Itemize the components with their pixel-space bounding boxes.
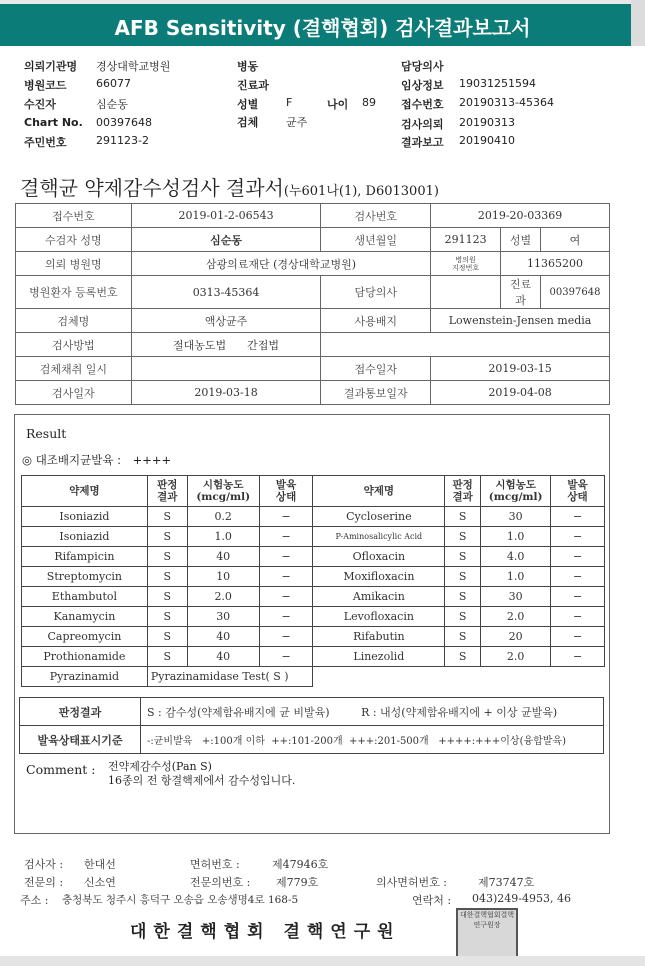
header-judge-right-1: 판정 <box>452 479 473 491</box>
table-row <box>16 228 610 252</box>
table-row <box>22 667 605 687</box>
comment-text <box>108 760 295 788</box>
drug-result: S <box>445 527 481 547</box>
hospital-value: 삼광의료재단 (경상대학교병원) <box>131 252 430 276</box>
collection-value <box>131 357 321 381</box>
reception-label: 접수번호 <box>401 98 444 111</box>
address-value: 충청북도 청주시 흥덕구 오송읍 오송생명4로 168-5 <box>62 894 299 906</box>
specimen-value: 균주 <box>286 116 308 129</box>
ward-label: 병동 <box>237 60 259 73</box>
drug-growth: − <box>259 527 313 547</box>
pza-drug: Pyrazinamid <box>22 667 148 687</box>
drug-conc: 2.0 <box>481 607 551 627</box>
drug-conc: 10 <box>187 567 259 587</box>
drug-result: S <box>147 567 187 587</box>
drug-conc: 1.0 <box>481 567 551 587</box>
institution-label: 의뢰기관명 <box>24 60 78 73</box>
drug-growth: − <box>259 507 313 527</box>
drug-growth: − <box>259 587 313 607</box>
drug-name: Isoniazid <box>22 527 148 547</box>
birth-label: 생년월일 <box>321 228 431 252</box>
specialist-value: 신소연 <box>84 876 116 889</box>
report-header-title: AFB Sensitivity (결핵협회) 검사결과보고서 <box>114 16 531 40</box>
drug-result: S <box>445 587 481 607</box>
sex-value: F <box>286 96 293 109</box>
seal-text: 대한결핵협회결핵연구원장 <box>459 911 515 929</box>
specimen-label: 검체 <box>237 116 259 129</box>
drug-growth: − <box>551 567 605 587</box>
received-label: 접수일자 <box>321 357 431 381</box>
doctor-license-value: 제73747호 <box>478 876 535 889</box>
drug-name: Ethambutol <box>22 587 148 607</box>
test-no-label: 검사번호 <box>321 204 431 228</box>
drug-name: Isoniazid <box>22 507 148 527</box>
doctor-license-label: 의사면허번호 : <box>376 876 447 889</box>
legend-table <box>19 697 604 754</box>
chart-label: Chart No. <box>24 116 83 129</box>
header-growth-2: 상태 <box>275 491 297 503</box>
drug-growth: − <box>551 607 605 627</box>
drug-growth: − <box>259 607 313 627</box>
table-row <box>20 726 604 754</box>
drug-conc: 1.0 <box>481 527 551 547</box>
request-label: 검사의뢰 <box>401 118 444 131</box>
reg-no-label: 병원환자 등록번호 <box>16 276 132 309</box>
notified-value: 2019-04-08 <box>431 381 610 405</box>
license-label: 면허번호 : <box>190 858 240 871</box>
hospital-code-label: 병원코드 <box>24 79 67 92</box>
tested-value: 2019-03-18 <box>131 381 321 405</box>
drug-result: S <box>147 647 187 667</box>
table-row <box>22 527 605 547</box>
dept-value-2: 00397648 <box>540 276 609 309</box>
table-row <box>16 309 610 333</box>
drug-result: S <box>445 607 481 627</box>
request-value: 20190313 <box>459 116 515 129</box>
drug-conc: 2.0 <box>187 587 259 607</box>
examiner-value: 한대선 <box>84 858 116 871</box>
drug-growth: − <box>259 627 313 647</box>
drug-name: Rifampicin <box>22 547 148 567</box>
physician-value <box>431 276 501 309</box>
header-conc-right <box>481 476 551 507</box>
collection-label: 검체채취 일시 <box>16 357 132 381</box>
judge-s: S : 감수성(약제함유배지에 균 비발육) <box>147 705 330 719</box>
age-value: 89 <box>362 96 376 109</box>
drug-growth: − <box>551 627 605 647</box>
chart-value: 00397648 <box>96 116 152 129</box>
drug-name: Kanamycin <box>22 607 148 627</box>
drug-name: Amikacin <box>313 587 445 607</box>
drug-conc: 0.2 <box>187 507 259 527</box>
header-judge-1: 판정 <box>157 479 178 491</box>
drug-name: Prothionamide <box>22 647 148 667</box>
id-value: 291123-2 <box>96 134 149 147</box>
license-value: 제47946호 <box>272 858 329 871</box>
organization-name: 대한결핵협회 결핵연구원 <box>130 922 401 942</box>
drug-conc: 2.0 <box>481 647 551 667</box>
drug-result: S <box>445 627 481 647</box>
comment-label: Comment : <box>26 762 96 777</box>
specialist-label: 전문의 : <box>24 876 64 889</box>
notified-label: 결과통보일자 <box>321 381 431 405</box>
hospital-code-value: 66077 <box>96 77 131 90</box>
reception-value: 20190313-45364 <box>459 96 554 109</box>
method-value <box>131 333 321 357</box>
patient-value: 심순동 <box>96 98 128 111</box>
hospital-no-label-2: 지정번호 <box>452 263 480 272</box>
reg-no-value: 0313-45364 <box>131 276 321 309</box>
header-growth-right-2: 상태 <box>567 491 588 503</box>
patient-label: 수진자 <box>24 98 56 111</box>
header-conc-right-1: 시험농도 <box>495 479 536 491</box>
id-label: 주민번호 <box>24 136 67 149</box>
drug-growth: − <box>551 587 605 607</box>
header-growth <box>259 476 313 507</box>
table-row <box>22 587 605 607</box>
drug-growth: − <box>551 647 605 667</box>
drug-result: S <box>445 547 481 567</box>
drug-conc: 40 <box>187 647 259 667</box>
header-conc-2: (mcg/ml) <box>196 491 251 503</box>
sex-value-2: 여 <box>540 228 609 252</box>
drug-name: Cycloserine <box>313 507 445 527</box>
drug-growth: − <box>259 567 313 587</box>
comment-line-2: 16종의 전 항결핵제에서 감수성입니다. <box>108 774 296 787</box>
table-header-row <box>22 476 605 507</box>
table-row <box>20 698 604 726</box>
judge-r: R : 내성(약제함유배지에 + 이상 균발육) <box>361 705 558 719</box>
method-label: 검사방법 <box>16 333 132 357</box>
header-growth-right <box>551 476 605 507</box>
examiner-label: 검사자 : <box>24 858 64 871</box>
drug-result: S <box>147 607 187 627</box>
susceptibility-table <box>21 475 605 687</box>
growth-legend-values: -:균비발육 +:100개 이하 ++:101-200개 +++:201-500개 ++++:+++이상(융합발육) <box>141 726 604 754</box>
drug-result: S <box>445 647 481 667</box>
specimen-label-2: 검체명 <box>16 309 132 333</box>
hospital-no-value: 11365200 <box>501 252 610 276</box>
specimen-value-2: 액상균주 <box>131 309 321 333</box>
hospital-label: 의뢰 병원명 <box>16 252 132 276</box>
method-1: 절대농도법 <box>173 338 227 352</box>
method-blank <box>321 333 610 357</box>
header-growth-right-1: 발육 <box>567 479 588 491</box>
drug-result: S <box>147 527 187 547</box>
specialist-no-value: 제779호 <box>276 876 319 889</box>
header-growth-1: 발육 <box>275 479 297 491</box>
header-drug: 약제명 <box>22 476 148 507</box>
contact-value: 043)249-4953, 46 <box>472 892 571 905</box>
method-2: 간접법 <box>247 338 280 352</box>
examinee-value: 심순동 <box>131 228 321 252</box>
scrollbar-track[interactable] <box>631 0 645 46</box>
drug-conc: 30 <box>187 607 259 627</box>
report-title <box>20 172 439 201</box>
table-row <box>22 607 605 627</box>
judge-legend-values <box>141 698 604 726</box>
result-label: Result <box>26 426 67 441</box>
drug-name: Linezolid <box>313 647 445 667</box>
medium-label: 사용배지 <box>321 309 431 333</box>
table-row <box>16 204 610 228</box>
drug-conc: 4.0 <box>481 547 551 567</box>
table-row <box>16 381 610 405</box>
sex-label: 성별 <box>237 98 259 111</box>
drug-name: Rifabutin <box>313 627 445 647</box>
drug-conc: 30 <box>481 507 551 527</box>
report-title-text: 결핵균 약제감수성검사 결과서 <box>20 176 284 200</box>
hospital-no-label-1: 병의원 <box>455 255 476 264</box>
tested-label: 검사일자 <box>16 381 132 405</box>
table-row <box>22 567 605 587</box>
pza-blank <box>313 667 605 687</box>
test-no-value: 2019-20-03369 <box>431 204 610 228</box>
drug-result: S <box>147 587 187 607</box>
header-conc <box>187 476 259 507</box>
table-row <box>16 276 610 309</box>
table-row <box>22 627 605 647</box>
dept-label-2: 진료과 <box>501 276 541 309</box>
drug-name: Levofloxacin <box>313 607 445 627</box>
contact-label: 연락처 : <box>412 894 452 907</box>
table-row <box>16 333 610 357</box>
header-conc-right-2: (mcg/ml) <box>488 491 543 503</box>
table-row <box>22 507 605 527</box>
clinical-value: 19031251594 <box>459 77 536 90</box>
judge-legend-label: 판정결과 <box>20 698 141 726</box>
age-label: 나이 <box>327 98 349 111</box>
drug-result: S <box>445 507 481 527</box>
table-row <box>16 252 610 276</box>
table-row <box>22 547 605 567</box>
medium-value: Lowenstein-Jensen media <box>431 309 610 333</box>
drug-result: S <box>147 507 187 527</box>
drug-name: Ofloxacin <box>313 547 445 567</box>
header-judge-right <box>445 476 481 507</box>
report-header <box>0 0 645 46</box>
examinee-label: 수검자 성명 <box>16 228 132 252</box>
report-date-value: 20190410 <box>459 134 515 147</box>
table-row <box>16 357 610 381</box>
control-growth-value: ++++ <box>132 453 172 467</box>
institution-value: 경상대학교병원 <box>96 60 171 73</box>
physician-label: 담당의사 <box>321 276 431 309</box>
birth-value: 291123 <box>431 228 501 252</box>
drug-conc: 1.0 <box>187 527 259 547</box>
table-row <box>22 647 605 667</box>
header-judge-right-2: 결과 <box>452 491 473 503</box>
header-drug-right: 약제명 <box>313 476 445 507</box>
specialist-no-label: 전문의번호 : <box>190 876 251 889</box>
header-conc-1: 시험농도 <box>202 479 244 491</box>
header-judge <box>147 476 187 507</box>
patient-info-table <box>15 203 610 405</box>
drug-result: S <box>147 547 187 567</box>
dept-label: 진료과 <box>237 79 269 92</box>
report-date-label: 결과보고 <box>401 136 444 149</box>
sex-label-2: 성별 <box>501 228 541 252</box>
report-code: (누601나(1), D6013001) <box>283 184 439 199</box>
address-label: 주소 : <box>20 894 49 907</box>
drug-conc: 40 <box>187 547 259 567</box>
drug-growth: − <box>551 507 605 527</box>
drug-name: Moxifloxacin <box>313 567 445 587</box>
hospital-no-label <box>431 252 501 276</box>
drug-growth: − <box>551 527 605 547</box>
comment-line-1: 전약제감수성(Pan S) <box>108 760 212 773</box>
drug-name: P-Aminosalicylic Acid <box>313 527 445 547</box>
drug-result: S <box>445 567 481 587</box>
drug-conc: 30 <box>481 587 551 607</box>
growth-legend-label: 발육상태표시기준 <box>20 726 141 754</box>
doctor-label: 담당의사 <box>401 60 444 73</box>
control-growth-label: ◎ 대조배지균발육 : <box>22 453 121 467</box>
receipt-no-value: 2019-01-2-06543 <box>131 204 321 228</box>
drug-growth: − <box>259 647 313 667</box>
received-value: 2019-03-15 <box>431 357 610 381</box>
drug-result: S <box>147 627 187 647</box>
drug-conc: 20 <box>481 627 551 647</box>
pza-result: Pyrazinamidase Test( S ) <box>147 667 313 687</box>
drug-name: Capreomycin <box>22 627 148 647</box>
control-growth <box>22 452 171 468</box>
clinical-label: 임상정보 <box>401 79 444 92</box>
drug-growth: − <box>551 547 605 567</box>
drug-name: Streptomycin <box>22 567 148 587</box>
drug-conc: 40 <box>187 627 259 647</box>
drug-growth: − <box>259 547 313 567</box>
horizontal-scrollbar[interactable] <box>0 956 645 966</box>
header-judge-2: 결과 <box>157 491 178 503</box>
receipt-no-label: 접수번호 <box>16 204 132 228</box>
